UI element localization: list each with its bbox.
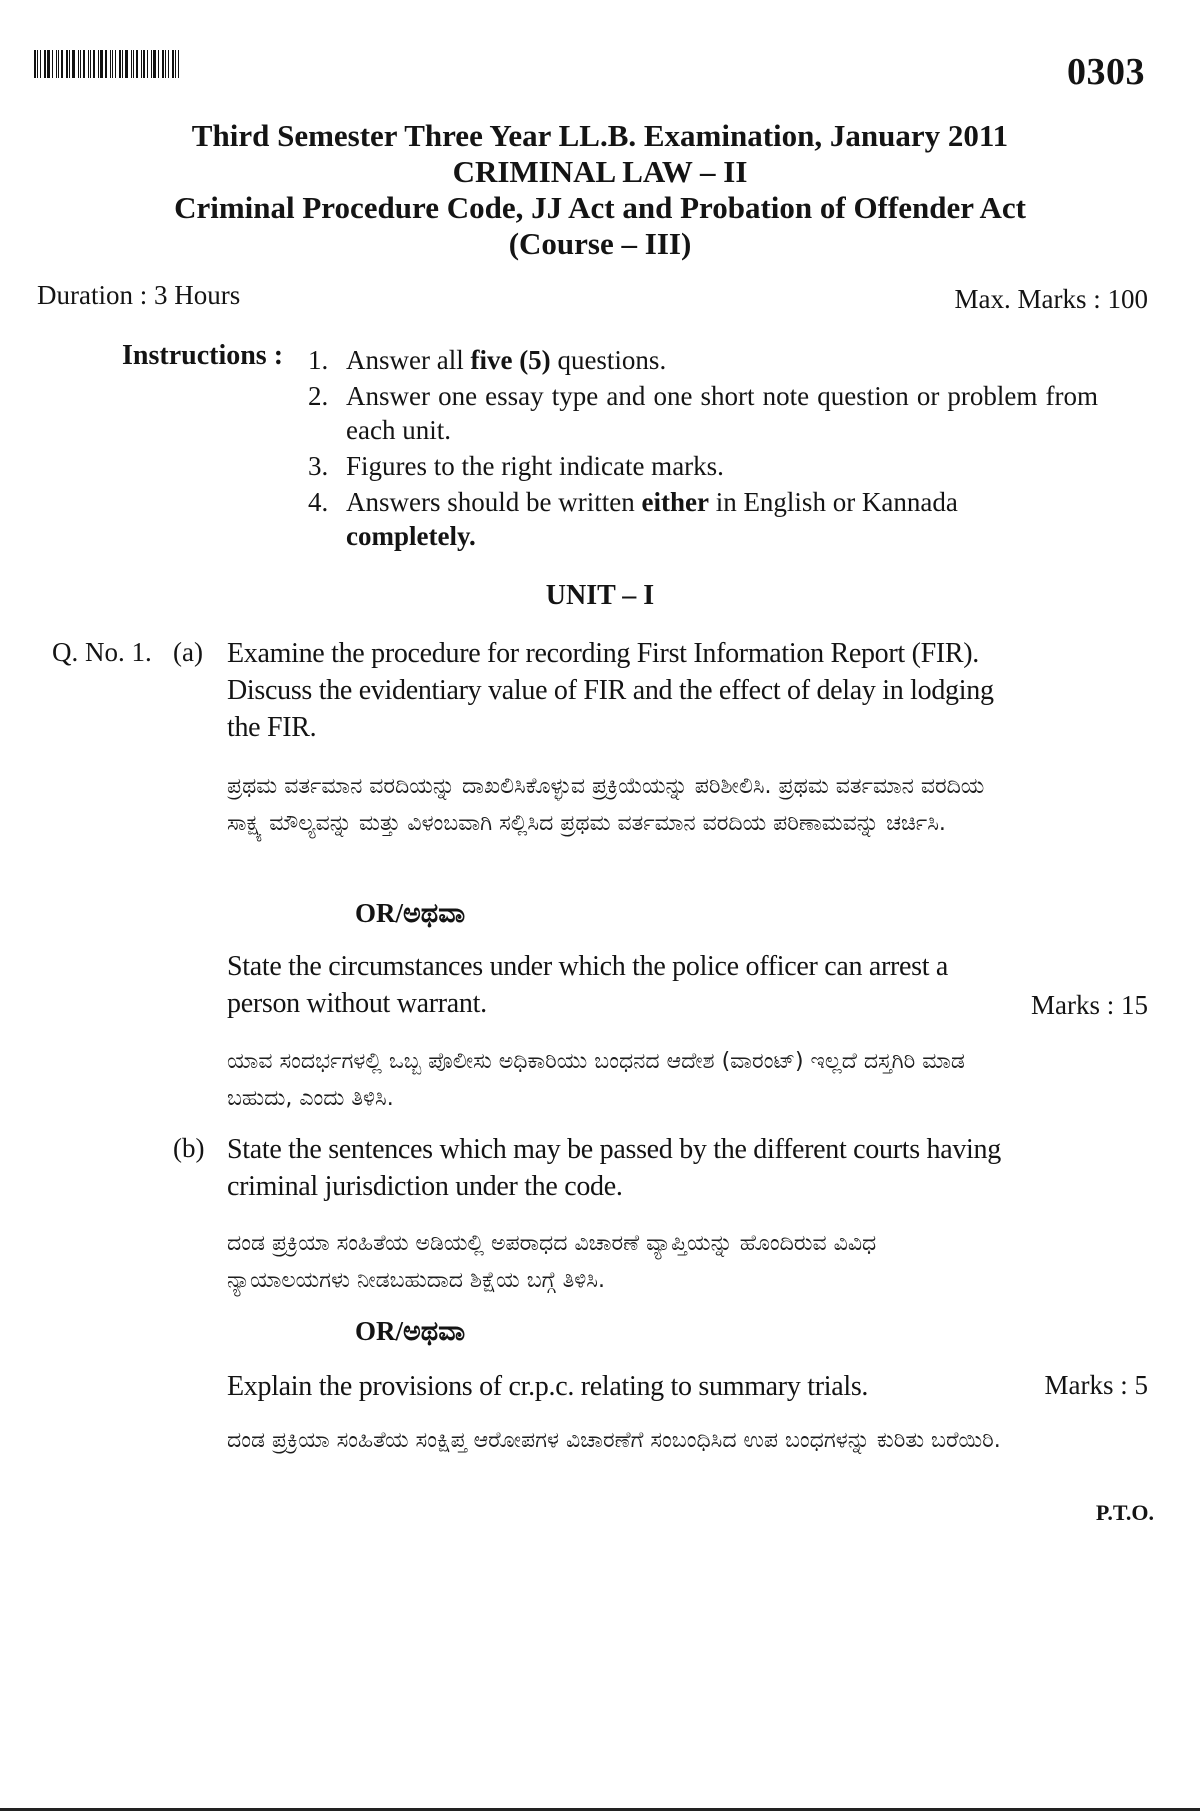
unit-heading: UNIT – I	[545, 580, 655, 611]
barcode-bar	[72, 50, 75, 78]
barcode-bar	[78, 50, 79, 78]
barcode-bar	[88, 50, 89, 78]
instruction-item: 2. Answer one essay type and one short note question or problem from each unit.	[308, 381, 1098, 445]
barcode-bar	[110, 50, 111, 78]
barcode-bar	[52, 50, 53, 78]
barcode-bar	[80, 50, 81, 78]
barcode-bar	[66, 50, 68, 78]
barcode-bar	[112, 50, 113, 78]
instructions-label: Instructions :	[122, 340, 284, 371]
barcode-bar	[151, 50, 152, 78]
part-b-essay: State the sentences which may be passed by the different courts having criminal jurisdiction under the code.	[227, 1134, 1001, 1202]
page-bottom-rule	[0, 1808, 1200, 1811]
barcode-bar	[34, 50, 36, 78]
barcode-image	[34, 50, 184, 78]
part-a-marks: Marks : 15	[1031, 990, 1148, 1020]
max-marks: Max. Marks : 100	[954, 284, 1148, 314]
part-b-alternative-kannada: ದಂಡ ಪ್ರಕ್ರಿಯಾ ಸಂಹಿತೆಯ ಸಂಕ್ಷಿಪ್ತ ಆರೋಪಗಳ ವಿಚಾರಣೆಗೆ ಸಂಬಂಧಿಸಿದ ಉಪ ಬಂಧಗಳನ್ನು ಕುರಿತು ಬರೆಯಿರಿ.	[227, 1428, 1001, 1453]
barcode-bar	[172, 50, 174, 78]
page-turn-over: P.T.O.	[1095, 1500, 1154, 1525]
barcode-bar	[58, 50, 59, 78]
exam-title: Third Semester Three Year LL.B. Examination, January 2011	[191, 118, 1009, 153]
barcode-bar	[136, 50, 138, 78]
barcode-bar	[90, 50, 91, 78]
barcode-bar	[153, 50, 156, 78]
instructions-list	[308, 343, 1098, 555]
barcode-bar	[131, 50, 132, 78]
barcode-bar	[178, 50, 179, 78]
barcode-bar	[119, 50, 121, 78]
barcode-bar	[143, 50, 145, 78]
barcode-bar	[98, 50, 99, 78]
exam-header	[0, 118, 1200, 262]
part-a-label: (a)	[173, 637, 203, 667]
part-b-or: OR/ಅಥವಾ	[355, 1316, 466, 1346]
barcode-bar	[61, 50, 63, 78]
part-b-marks: Marks : 5	[1044, 1370, 1148, 1400]
course-label: (Course – III)	[508, 226, 692, 261]
barcode-bar	[125, 50, 128, 78]
barcode-bar	[165, 50, 166, 78]
barcode-bar	[93, 50, 95, 78]
part-a-essay-kannada: ಪ್ರಥಮ ವರ್ತಮಾನ ವರದಿಯನ್ನು ದಾಖಲಿಸಿಕೊಳ್ಳುವ ಪ್ರಕ್ರಿಯೆಯನ್ನು ಪರಿಶೀಲಿಸಿ. ಪ್ರಥಮ ವರ್ತಮಾನ ವರದಿಯ ಸಾಕ್ಷ್ಯ ಮೌಲ್ಯವನ್ನು ಮತ್ತು ವಿಳಂಬವಾಗಿ ಸಲ್ಲಿಸಿದ ಪ್ರಥಮ ವರ್ತಮಾನ ವರದಿಯ ಪರಿಣಾಮವನ್ನು ಚರ್ಚಿಸಿ.	[227, 774, 985, 836]
part-a-or: OR/ಅಥವಾ	[355, 898, 466, 928]
barcode-bar	[168, 50, 169, 78]
barcode-bar	[133, 50, 134, 78]
instruction-item: 1. Answer all five (5) questions.	[308, 345, 667, 375]
part-b-alternative: Explain the provisions of cr.p.c. relating to summary trials.	[227, 1371, 869, 1402]
barcode-bar	[147, 50, 148, 78]
part-a-essay: Examine the procedure for recording First Information Report (FIR). Discuss the evidentiary value of FIR and the effect of delay in lodging the FIR.	[227, 638, 994, 743]
barcode-bar	[115, 50, 116, 78]
barcode-bar	[100, 50, 103, 78]
barcode-bar	[56, 50, 57, 78]
part-a-alternative-kannada: ಯಾವ ಸಂದರ್ಭಗಳಲ್ಲಿ ಒಬ್ಬ ಪೊಲೀಸು ಅಧಿಕಾರಿಯು ಬಂಧನದ ಆದೇಶ (ವಾರಂಟ್) ಇಲ್ಲದೆ ದಸ್ತಗಿರಿ ಮಾಡ ಬಹುದು, ಎಂದು ತಿಳಿಸಿ.	[227, 1049, 965, 1111]
instruction-item: 4. Answers should be written either in English or Kannada completely.	[308, 487, 958, 551]
barcode-bar	[40, 50, 41, 78]
question-number: Q. No. 1.	[52, 637, 152, 667]
instruction-item: 3. Figures to the right indicate marks.	[308, 451, 724, 481]
barcode-bar	[122, 50, 123, 78]
paper-code: 0303	[1067, 51, 1145, 93]
barcode-bar	[37, 50, 38, 78]
barcode-bar	[162, 50, 164, 78]
part-a-alternative: State the circumstances under which the police officer can arrest a person without warrant.	[227, 951, 949, 1019]
barcode-bar	[158, 50, 159, 78]
barcode-bar	[175, 50, 176, 78]
barcode-bar	[83, 50, 85, 78]
subject-subtitle: Criminal Procedure Code, JJ Act and Probation of Offender Act	[174, 190, 1026, 225]
barcode-bar	[69, 50, 70, 78]
duration: Duration : 3 Hours	[37, 280, 241, 310]
barcode-bar	[47, 50, 50, 78]
subject-title: CRIMINAL LAW – II	[452, 154, 748, 189]
barcode-bar	[141, 50, 142, 78]
part-b-essay-kannada: ದಂಡ ಪ್ರಕ್ರಿಯಾ ಸಂಹಿತೆಯ ಅಡಿಯಲ್ಲಿ ಅಪರಾಧದ ವಿಚಾರಣೆ ವ್ಯಾಪ್ತಿಯನ್ನು ಹೊಂದಿರುವ ವಿವಿಧ ನ್ಯಾಯಾಲಯಗಳು ನೀಡಬಹುದಾದ ಶಿಕ್ಷೆಯ ಬಗ್ಗೆ ತಿಳಿಸಿ.	[227, 1231, 877, 1293]
barcode-bar	[44, 50, 46, 78]
part-b-label: (b)	[173, 1133, 205, 1163]
barcode-bar	[105, 50, 107, 78]
